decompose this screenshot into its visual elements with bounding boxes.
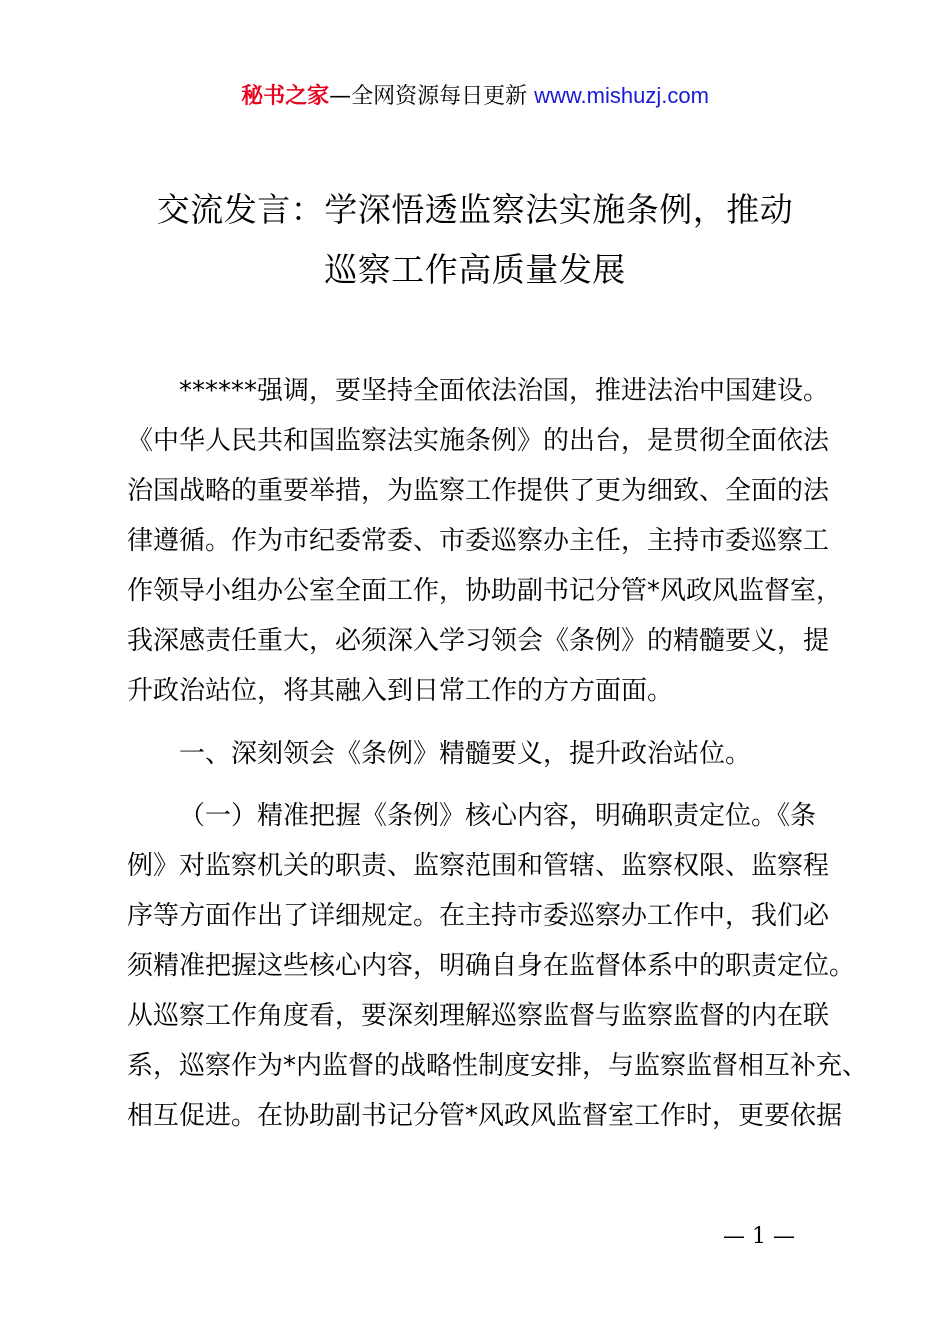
subsection-paragraph bbox=[127, 791, 869, 1141]
intro-line: 我深感责任重大，必须深入学习领会《条例》的精髓要义，提 bbox=[127, 626, 830, 656]
intro-line: 律遵循。作为市纪委常委、市委巡察办主任，主持市委巡察工 bbox=[127, 526, 830, 556]
subsection-line: 例》对监察机关的职责、监察范围和管辖、监察权限、监察程 bbox=[127, 851, 830, 881]
header-tagline: —全网资源每日更新 bbox=[329, 84, 528, 109]
subsection-line: （一）精准把握《条例》核心内容，明确职责定位。《条 bbox=[179, 801, 817, 831]
title-line-2: 巡察工作高质量发展 bbox=[324, 250, 626, 289]
intro-line: 《中华人民共和国监察法实施条例》的出台，是贯彻全面依法 bbox=[127, 426, 830, 456]
intro-line: ******强调，要坚持全面依法治国，推进法治中国建设。 bbox=[179, 376, 830, 406]
intro-line: 作领导小组办公室全面工作，协助副书记分管*风政风监督室， bbox=[127, 576, 843, 606]
section-heading: 一、深刻领会《条例》精髓要义，提升政治站位。 bbox=[179, 739, 752, 769]
subsection-line: 从巡察工作角度看，要深刻理解巡察监督与监察监督的内在联 bbox=[127, 1001, 830, 1031]
header-url[interactable]: www.mishuzj.com bbox=[534, 83, 709, 108]
subsection-line: 序等方面作出了详细规定。在主持市委巡察办工作中，我们必 bbox=[127, 901, 830, 931]
header-brand: 秘书之家 bbox=[241, 84, 330, 109]
page-number: — 1 — bbox=[723, 1224, 795, 1249]
intro-line: 治国战略的重要举措，为监察工作提供了更为细致、全面的法 bbox=[127, 476, 830, 506]
intro-line: 升政治站位，将其融入到日常工作的方方面面。 bbox=[127, 676, 674, 706]
document-title bbox=[100, 180, 850, 300]
intro-paragraph bbox=[127, 366, 847, 716]
document-header bbox=[0, 80, 950, 113]
title-line-1: 交流发言：学深悟透监察法实施条例，推动 bbox=[156, 190, 794, 229]
subsection-line: 须精准把握这些核心内容，明确自身在监督体系中的职责定位。 bbox=[127, 951, 856, 981]
subsection-line: 相互促进。在协助副书记分管*风政风监督室工作时，更要依据 bbox=[127, 1101, 843, 1131]
subsection-line: 系，巡察作为*内监督的战略性制度安排，与监察监督相互补充、 bbox=[127, 1051, 869, 1081]
